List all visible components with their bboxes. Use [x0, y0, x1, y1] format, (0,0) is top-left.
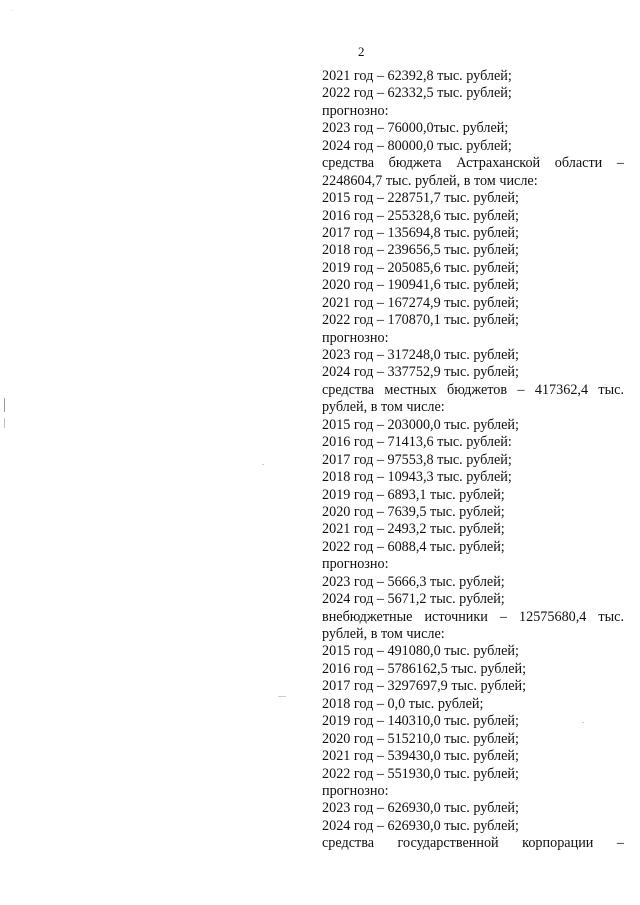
text-line: 2022 год – 551930,0 тыс. рублей; — [322, 765, 519, 782]
text-line: рублей, в том числе: — [322, 626, 445, 642]
text-line: рублей, в том числе: — [322, 399, 445, 416]
text-line: средства местных бюджетов – 417362,4 тыс. — [322, 381, 624, 398]
text-line: 2015 год – 203000,0 тыс. рублей; — [322, 416, 519, 433]
text-line: прогнозно: — [322, 782, 389, 799]
text-line: 2024 год – 337752,9 тыс. рублей; — [322, 364, 519, 381]
text-line: 2024 год – 626930,0 тыс. рублей; — [322, 817, 519, 834]
text-line: 2021 год – 167274,9 тыс. рублей; — [322, 294, 519, 311]
text-line: 2018 год – 239656,5 тыс. рублей; — [322, 242, 519, 259]
text-line: 2019 год – 6893,1 тыс. рублей; — [322, 486, 505, 503]
text-line: 2019 год – 140310,0 тыс. рублей; — [322, 713, 519, 730]
text-line: 2015 год – 228751,7 тыс. рублей; — [322, 190, 519, 207]
text-line: средства бюджета Астраханской области – — [322, 155, 624, 172]
text-line: 2021 год – 2493,2 тыс. рублей; — [322, 521, 505, 538]
text-line: прогнозно: — [322, 329, 389, 346]
text-line: внебюджетные источники – 12575680,4 тыс. — [322, 608, 624, 625]
scan-artifact — [12, 10, 13, 11]
text-line: прогнозно: — [322, 102, 389, 119]
text-line: 2020 год – 515210,0 тыс. рублей; — [322, 730, 519, 747]
scan-artifact — [262, 464, 264, 465]
scan-artifact — [4, 418, 5, 428]
text-line: 2018 год – 0,0 тыс. рублей; — [322, 695, 484, 712]
scan-artifact — [582, 722, 584, 723]
text-line: 2015 год – 491080,0 тыс. рублей; — [322, 643, 519, 660]
text-line: средства государственной корпорации – — [322, 835, 624, 852]
text-line: 2019 год – 205085,6 тыс. рублей; — [322, 259, 519, 276]
text-line: 2016 год – 71413,6 тыс. рублей: — [322, 434, 512, 451]
text-line: 2022 год – 62332,5 тыс. рублей; — [322, 85, 512, 102]
text-line: 2021 год – 62392,8 тыс. рублей; — [322, 68, 512, 84]
text-column — [322, 68, 624, 853]
text-line: 2023 год – 76000,0тыс. рублей; — [322, 120, 509, 137]
text-line: 2017 год – 97553,8 тыс. рублей; — [322, 451, 512, 468]
text-line: 2024 год – 5671,2 тыс. рублей; — [322, 591, 505, 608]
page-number: 2 — [358, 44, 365, 59]
text-line: 2023 год – 317248,0 тыс. рублей; — [322, 347, 519, 363]
text-line: 2022 год – 6088,4 тыс. рублей; — [322, 538, 505, 555]
text-line: 2016 год – 255328,6 тыс. рублей; — [322, 207, 519, 224]
text-line: 2016 год – 5786162,5 тыс. рублей; — [322, 660, 527, 677]
text-line: 2020 год – 7639,5 тыс. рублей; — [322, 503, 505, 520]
text-line: 2023 год – 626930,0 тыс. рублей; — [322, 800, 519, 817]
scan-artifact — [4, 398, 5, 412]
text-line: 2021 год – 539430,0 тыс. рублей; — [322, 748, 519, 765]
text-line: 2022 год – 170870,1 тыс. рублей; — [322, 312, 519, 329]
text-line: 2023 год – 5666,3 тыс. рублей; — [322, 573, 505, 590]
text-line: 2024 год – 80000,0 тыс. рублей; — [322, 137, 512, 154]
scan-artifact — [278, 696, 286, 697]
text-line: 2017 год – 135694,8 тыс. рублей; — [322, 224, 519, 241]
text-line: 2018 год – 10943,3 тыс. рублей; — [322, 469, 512, 486]
text-line: 2020 год – 190941,6 тыс. рублей; — [322, 277, 519, 294]
text-line: прогнозно: — [322, 556, 389, 573]
text-line: 2248604,7 тыс. рублей, в том числе: — [322, 172, 538, 189]
text-line: 2017 год – 3297697,9 тыс. рублей; — [322, 678, 527, 695]
